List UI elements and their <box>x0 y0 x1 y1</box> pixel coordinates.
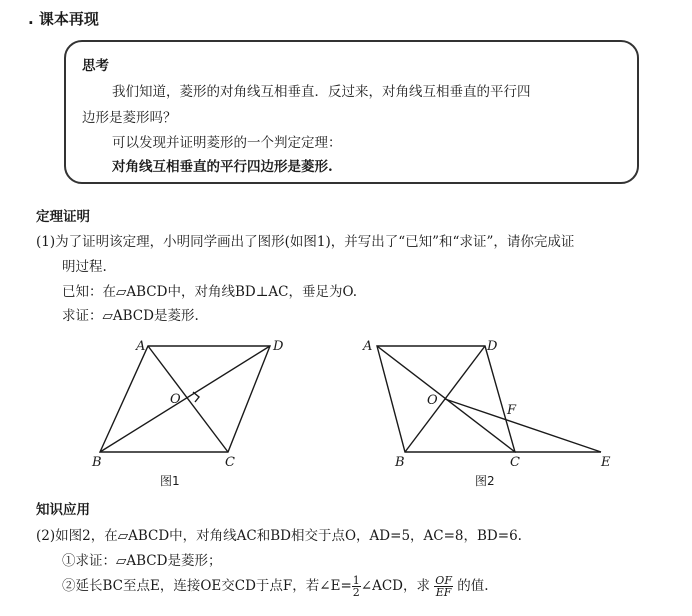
question-1-line-1: (1)为了证明该定理，小明同学画出了图形(如图1)，并写出了“已知”和“求证”，请你完成证 <box>36 234 575 250</box>
diagonal-ac <box>148 346 228 452</box>
fraction-one-half <box>352 575 361 598</box>
think-line-3: 可以发现并证明菱形的一个判定定理： <box>112 135 342 151</box>
proof-heading: 定理证明 <box>36 209 90 225</box>
label-b: B <box>395 455 405 470</box>
label-d: D <box>487 339 498 354</box>
label-a: A <box>136 339 146 354</box>
fraction-of-over-ef <box>434 575 453 598</box>
label-a: A <box>363 339 373 354</box>
think-heading: 思考 <box>82 58 109 74</box>
label-e: E <box>601 455 611 470</box>
think-line-4: 对角线互相垂直的平行四边形是菱形. <box>112 159 333 175</box>
ratio-denominator: EF <box>435 586 452 599</box>
part-2-text-a: ②延长BC至点E，连接OE交CD于点F，若∠E= <box>62 578 352 594</box>
segment-oe <box>445 399 601 452</box>
question-1-line-2: 明过程. <box>62 259 107 275</box>
think-line-1: 我们知道，菱形的对角线互相垂直．反过来，对角线互相垂直的平行四 <box>112 84 531 100</box>
label-c: C <box>225 455 235 470</box>
part-2-text-c: 的值. <box>457 578 489 594</box>
label-o: O <box>170 392 181 407</box>
label-f: F <box>507 403 517 418</box>
part-2-text-b: ∠ACD，求 <box>360 578 430 594</box>
label-o: O <box>427 393 438 408</box>
figure-1 <box>80 332 310 492</box>
think-line-2: 边形是菱形吗？ <box>82 110 177 126</box>
label-d: D <box>273 339 284 354</box>
prove-statement: 求证：▱ABCD是菱形. <box>62 308 199 324</box>
application-heading: 知识应用 <box>36 502 90 518</box>
section-title: . 课本再现 <box>28 10 99 28</box>
question-2-part-1: ①求证：▱ABCD是菱形； <box>62 553 222 569</box>
figure-1-caption: 图1 <box>160 474 180 488</box>
right-angle-mark <box>193 392 199 402</box>
diagonal-bd <box>100 346 270 452</box>
ratio-numerator: OF <box>435 574 452 587</box>
label-b: B <box>92 455 102 470</box>
fraction-numerator: 1 <box>352 574 360 587</box>
question-2-part-2 <box>62 574 489 598</box>
figure-2 <box>355 332 625 492</box>
question-2-line-1: (2)如图2，在▱ABCD中，对角线AC和BD相交于点O，AD=5，AC=8，BD=6. <box>36 528 522 544</box>
label-c: C <box>510 455 520 470</box>
fraction-denominator: 2 <box>352 586 360 599</box>
given-statement: 已知：在▱ABCD中，对角线BD⊥AC，垂足为O. <box>62 284 358 300</box>
figure-2-caption: 图2 <box>475 474 495 488</box>
